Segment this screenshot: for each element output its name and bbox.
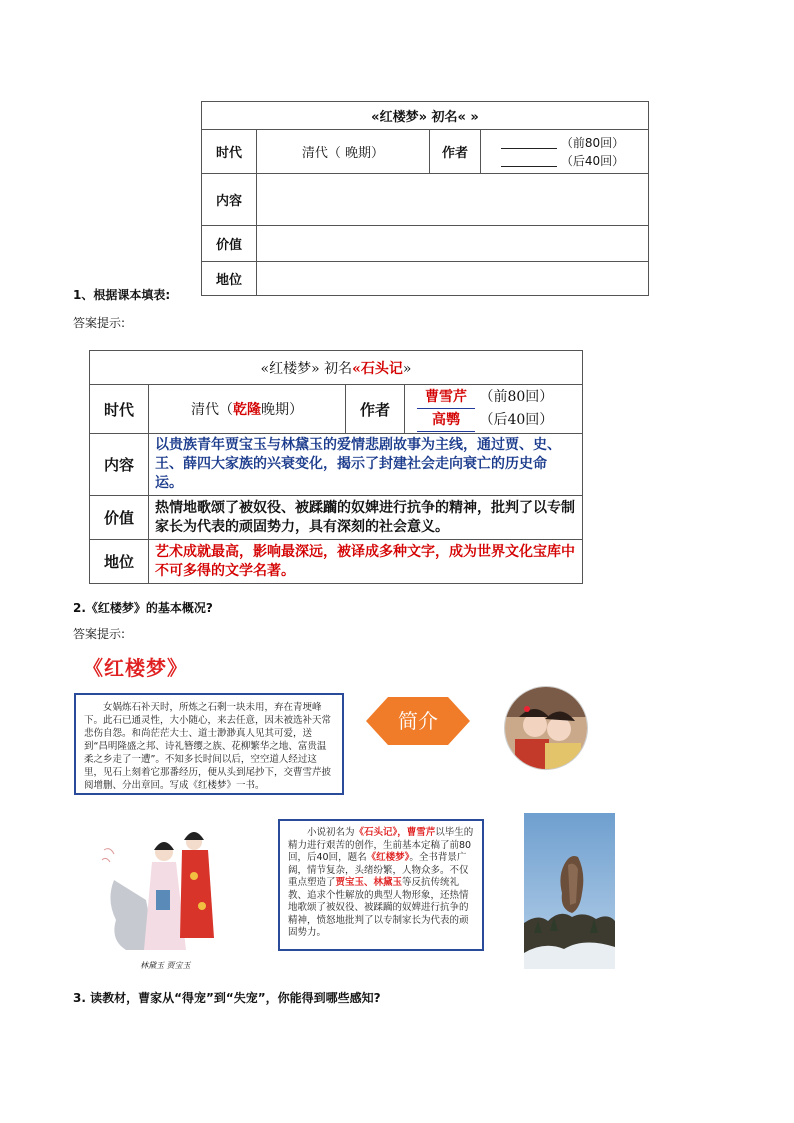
era-label: 时代 xyxy=(202,130,257,174)
content-blank[interactable] xyxy=(257,174,649,226)
content-label: 内容 xyxy=(202,174,257,226)
content-label: 内容 xyxy=(90,434,149,496)
author-2: 高鹗 xyxy=(417,409,475,432)
slide-title: 《红楼梦》 xyxy=(83,656,188,680)
status-label: 地位 xyxy=(202,262,257,296)
value-label: 价值 xyxy=(90,496,149,540)
blank-table xyxy=(201,101,649,296)
status-text: 艺术成就最高，影响最深远，被译成多种文字，成为世界文化宝库中不可多得的文学名著。 xyxy=(149,540,583,584)
value-text: 热情地歌颂了被奴役、被蹂躏的奴婢进行抗争的精神，批判了以专制家长为代表的顽固势力，具有深刻的社会意义。 xyxy=(149,496,583,540)
table2-title: «红楼梦» 初名«石头记» xyxy=(90,351,583,385)
portrait-circle-image xyxy=(504,686,588,770)
value-blank[interactable] xyxy=(257,226,649,262)
answer-table xyxy=(89,350,583,584)
author-1: 曹雪芹 xyxy=(417,386,475,409)
question-1: 1、根据课本填表: xyxy=(73,288,171,302)
novel-summary-box: 小说初名为《石头记》，曹雪芹以毕生的精力进行艰苦的创作，生前基本定稿了前80回，后40回，题名《红楼梦》。全书背景广阔，情节复杂，头绪纷繁，人物众多。不仅重点塑造了贾宝玉、林黛玉等反抗传统礼教、追求个性解放的典型人物形象，还热情地歌颂了被奴役、被蹂躏的奴婢进行抗争的精神，愤怒地批判了以专制家长为代表的顽固势力。 xyxy=(278,819,484,951)
author-first-note: （前80回） xyxy=(560,135,625,150)
question-3: 3. 读教材，曹家从“得宠”到“失宠”，你能得到哪些感知? xyxy=(73,991,381,1005)
diamond-label: 简介 xyxy=(398,709,438,733)
status-blank[interactable] xyxy=(257,262,649,296)
question-2: 2.《红楼梦》的基本概况? xyxy=(73,601,213,615)
illustration-caption: 林黛玉 贾宝玉 xyxy=(140,961,191,970)
original-name: 石头记 xyxy=(360,360,403,377)
characters-illustration xyxy=(96,820,226,972)
author-blank-1[interactable] xyxy=(501,138,557,149)
era-value: 清代（乾隆晚期） xyxy=(149,385,346,434)
author-cell: 曹雪芹 （前80回） 高鹗 （后40回） xyxy=(405,385,583,434)
era-label: 时代 xyxy=(90,385,149,434)
table1-title: «红楼梦» 初名« » xyxy=(202,102,649,130)
author-blank-2[interactable] xyxy=(501,156,557,167)
intro-diamond xyxy=(366,697,470,745)
author-cell xyxy=(481,130,649,174)
answer-hint-2: 答案提示: xyxy=(73,627,126,641)
author-label: 作者 xyxy=(346,385,405,434)
value-label: 价值 xyxy=(202,226,257,262)
era-value: 清代（ 晚期） xyxy=(257,130,430,174)
author-label: 作者 xyxy=(430,130,481,174)
author-last-note: （后40回） xyxy=(560,153,625,168)
intro-box: 女娲炼石补天时，所炼之石剩一块未用，弃在青埂峰下。此石已通灵性，大小随心，来去任意，因未被选补天常悲伤自怨。和尚茫茫大士、道士渺渺真人见其可爱，送到“昌明隆盛之邦、诗礼簪缨之族、花柳繁华之地、富贵温柔之乡走了一遭”。不知多长时间以后，空空道人经过这里，见石上刻着它那番经历，便从头到尾抄下，交曹雪芹披阅增删、分出章回。写成《红楼梦》一书。 xyxy=(74,693,344,795)
stone-peak-image xyxy=(524,813,615,969)
status-label: 地位 xyxy=(90,540,149,584)
answer-hint-1: 答案提示: xyxy=(73,316,126,330)
content-text: 以贵族青年贾宝玉与林黛玉的爱情悲剧故事为主线，通过贾、史、王、薛四大家族的兴衰变化，揭示了封建社会走向衰亡的历史命运。 xyxy=(149,434,583,496)
